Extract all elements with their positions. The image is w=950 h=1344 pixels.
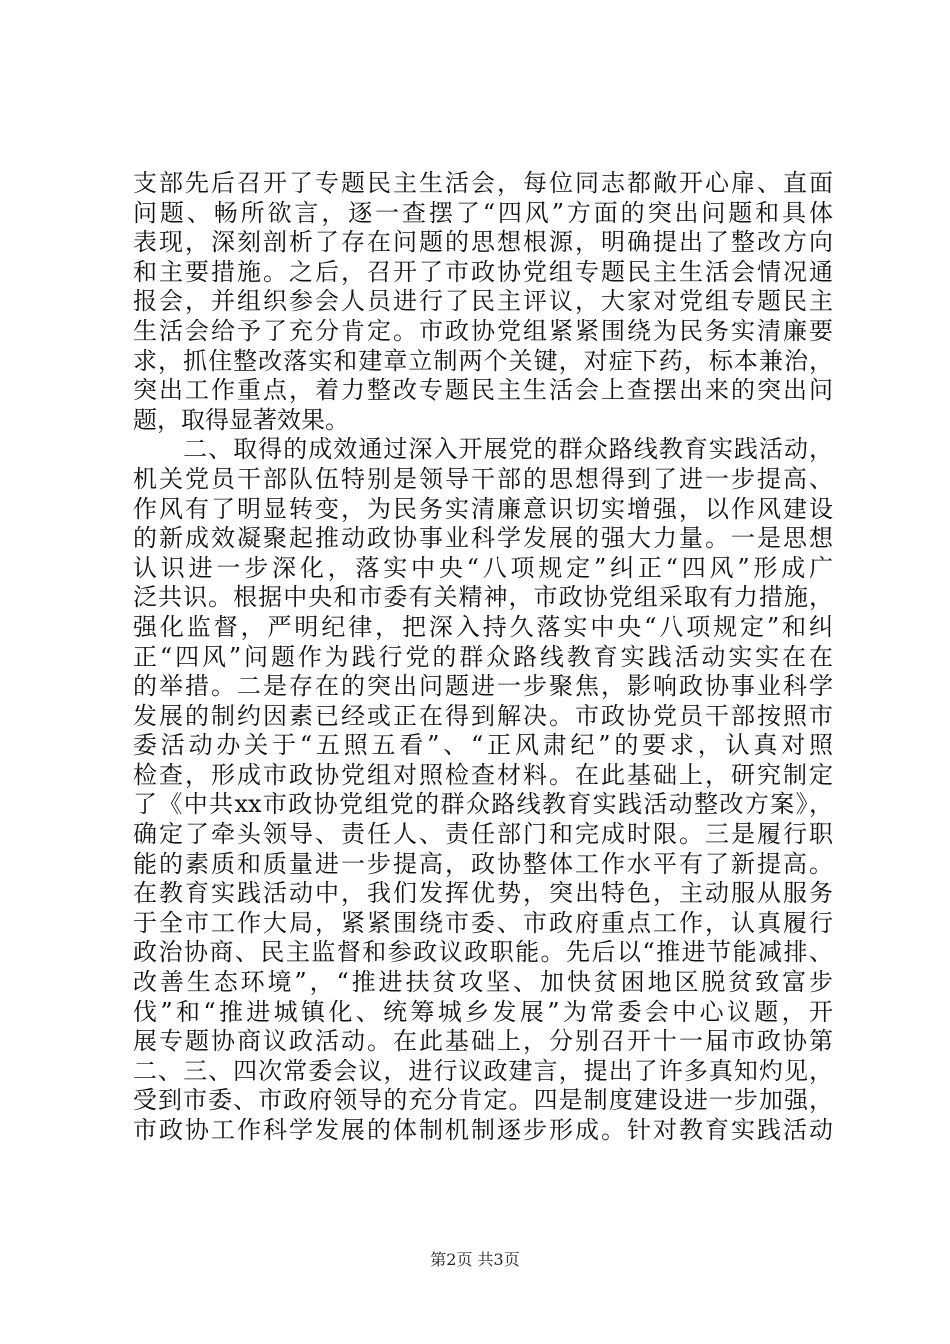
- text-line: 和主要措施。之后，召开了市政协党组专题民主生活会情况通: [133, 257, 833, 286]
- text-line: 发展的制约因素已经或正在得到解决。市政协党员干部按照市: [133, 701, 833, 730]
- text-line: 了《中共xx市政协党组党的群众路线教育实践活动整改方案》，: [133, 790, 833, 819]
- text-line: 政治协商、民主监督和参政议政职能。先后以“推进节能减排、: [133, 938, 833, 967]
- text-line: 委活动办关于“五照五看”、“正风肃纪”的要求，认真对照: [133, 731, 833, 760]
- text-line: 展专题协商议政活动。在此基础上，分别召开十一届市政协第: [133, 1027, 833, 1056]
- text-line: 作风有了明显转变，为民务实清廉意识切实增强，以作风建设: [133, 494, 833, 523]
- text-line: 伐”和“推进城镇化、统筹城乡发展”为常委会中心议题，开: [133, 997, 833, 1026]
- text-line: 生活会给予了充分肯定。市政协党组紧紧围绕为民务实清廉要: [133, 316, 833, 345]
- text-line: 于全市工作大局，紧紧围绕市委、市政府重点工作，认真履行: [133, 908, 833, 937]
- text-line: 突出工作重点，着力整改专题民主生活会上查摆出来的突出问: [133, 376, 833, 405]
- text-line: 二、取得的成效通过深入开展党的群众路线教育实践活动，: [133, 435, 833, 464]
- text-line: 题，取得显著效果。: [133, 405, 349, 434]
- text-line: 在教育实践活动中，我们发挥优势，突出特色，主动服从服务: [133, 879, 833, 908]
- text-line: 的举措。二是存在的突出问题进一步聚焦，影响政协事业科学: [133, 672, 833, 701]
- text-line: 能的素质和质量进一步提高，政协整体工作水平有了新提高。: [133, 849, 833, 878]
- text-line: 强化监督，严明纪律，把深入持久落实中央“八项规定”和纠: [133, 612, 833, 641]
- text-line: 认识进一步深化，落实中央“八项规定”纠正“四风”形成广: [133, 553, 833, 582]
- text-line: 支部先后召开了专题民主生活会，每位同志都敞开心扉、直面: [133, 169, 833, 197]
- text-line: 问题、畅所欲言，逐一查摆了“四风”方面的突出问题和具体: [133, 198, 833, 227]
- text-line: 改善生态环境”，“推进扶贫攻坚、加快贫困地区脱贫致富步: [133, 968, 833, 997]
- text-line: 求，抓住整改落实和建章立制两个关键，对症下药，标本兼治，: [133, 346, 833, 375]
- text-line: 二、三、四次常委会议，进行议政建言，提出了许多真知灼见，: [133, 1056, 833, 1085]
- text-line: 的新成效凝聚起推动政协事业科学发展的强大力量。一是思想: [133, 524, 833, 553]
- text-line: 机关党员干部队伍特别是领导干部的思想得到了进一步提高、: [133, 464, 833, 493]
- text-line: 受到市委、市政府领导的充分肯定。四是制度建设进一步加强，: [133, 1086, 833, 1115]
- text-line: 确定了牵头领导、责任人、责任部门和完成时限。三是履行职: [133, 820, 833, 849]
- text-line: 正“四风”问题作为践行党的群众路线教育实践活动实实在在: [133, 642, 833, 671]
- body-text: [133, 169, 833, 1146]
- text-line: 检查，形成市政协党组对照检查材料。在此基础上，研究制定: [133, 760, 833, 789]
- page-footer: 第2页 共3页: [430, 1250, 520, 1269]
- text-line: 表现，深刻剖析了存在问题的思想根源，明确提出了整改方向: [133, 228, 833, 257]
- text-line: 报会，并组织参会人员进行了民主评议，大家对党组专题民主: [133, 287, 833, 316]
- text-line: 泛共识。根据中央和市委有关精神，市政协党组采取有力措施，: [133, 583, 833, 612]
- text-line: 市政协工作科学发展的体制机制逐步形成。针对教育实践活动: [133, 1116, 833, 1144]
